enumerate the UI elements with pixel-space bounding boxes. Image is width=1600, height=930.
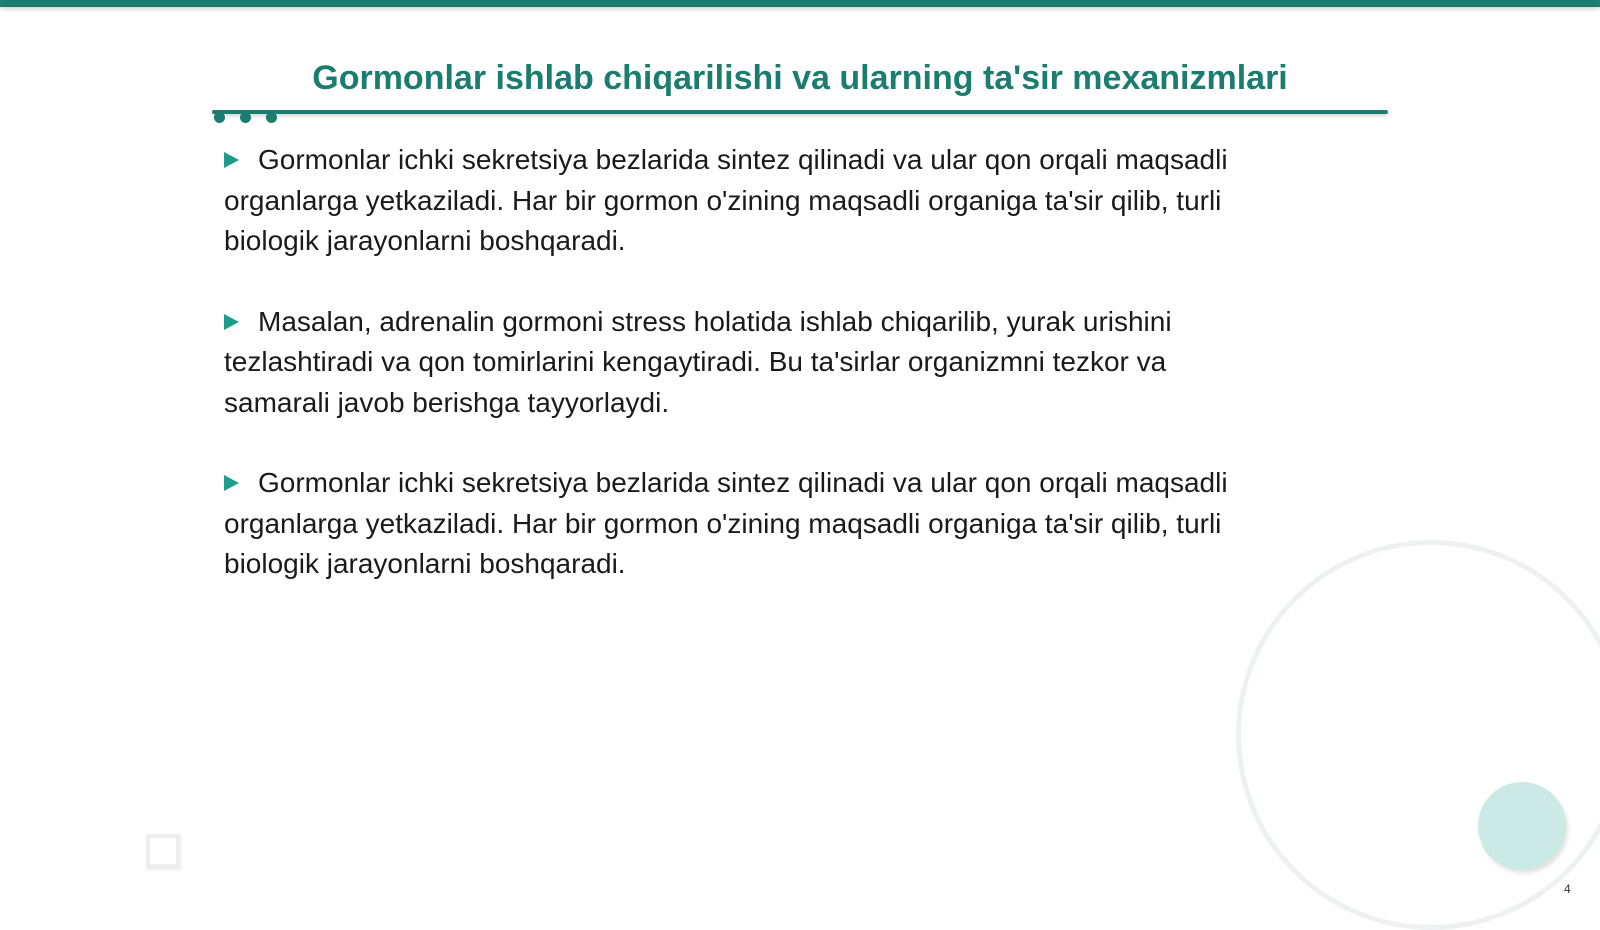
bullet-list bbox=[224, 140, 1344, 625]
triangle-right-icon bbox=[224, 152, 239, 168]
page-number: 4 bbox=[1564, 882, 1571, 896]
triangle-right-icon bbox=[224, 475, 239, 491]
bullet-item bbox=[224, 302, 1344, 424]
decor-dot bbox=[214, 112, 225, 123]
decor-ring bbox=[1236, 540, 1600, 930]
bullet-item bbox=[224, 140, 1344, 262]
decor-dot bbox=[266, 112, 277, 123]
decor-dot bbox=[240, 112, 251, 123]
top-accent-bar bbox=[0, 0, 1600, 7]
triangle-right-icon bbox=[224, 314, 239, 330]
bullet-item bbox=[224, 463, 1344, 585]
bullet-text: Gormonlar ichki sekretsiya bezlarida sintez qilinadi va ular qon orqali maqsadli organlarga yetkaziladi. Har bir gormon o'zining maqsadli organiga ta'sir qilib, turli biologik jarayonlarni boshqaradi. bbox=[224, 467, 1228, 579]
bullet-text: Gormonlar ichki sekretsiya bezlarida sintez qilinadi va ular qon orqali maqsadli organlarga yetkaziladi. Har bir gormon o'zining maqsadli organiga ta'sir qilib, turli biologik jarayonlarni boshqaradi. bbox=[224, 144, 1228, 256]
title-underline bbox=[212, 110, 1388, 114]
decor-circle bbox=[1478, 782, 1566, 870]
bullet-text: Masalan, adrenalin gormoni stress holatida ishlab chiqarilib, yurak urishini tezlashtiradi va qon tomirlarini kengaytiradi. Bu ta'sirlar organizmni tezkor va samarali javob berishga tayyorlaydi. bbox=[224, 305, 1172, 418]
slide-title: Gormonlar ishlab chiqarilishi va ularning ta'sir mexanizmlari bbox=[312, 59, 1288, 97]
decor-square bbox=[146, 834, 180, 868]
